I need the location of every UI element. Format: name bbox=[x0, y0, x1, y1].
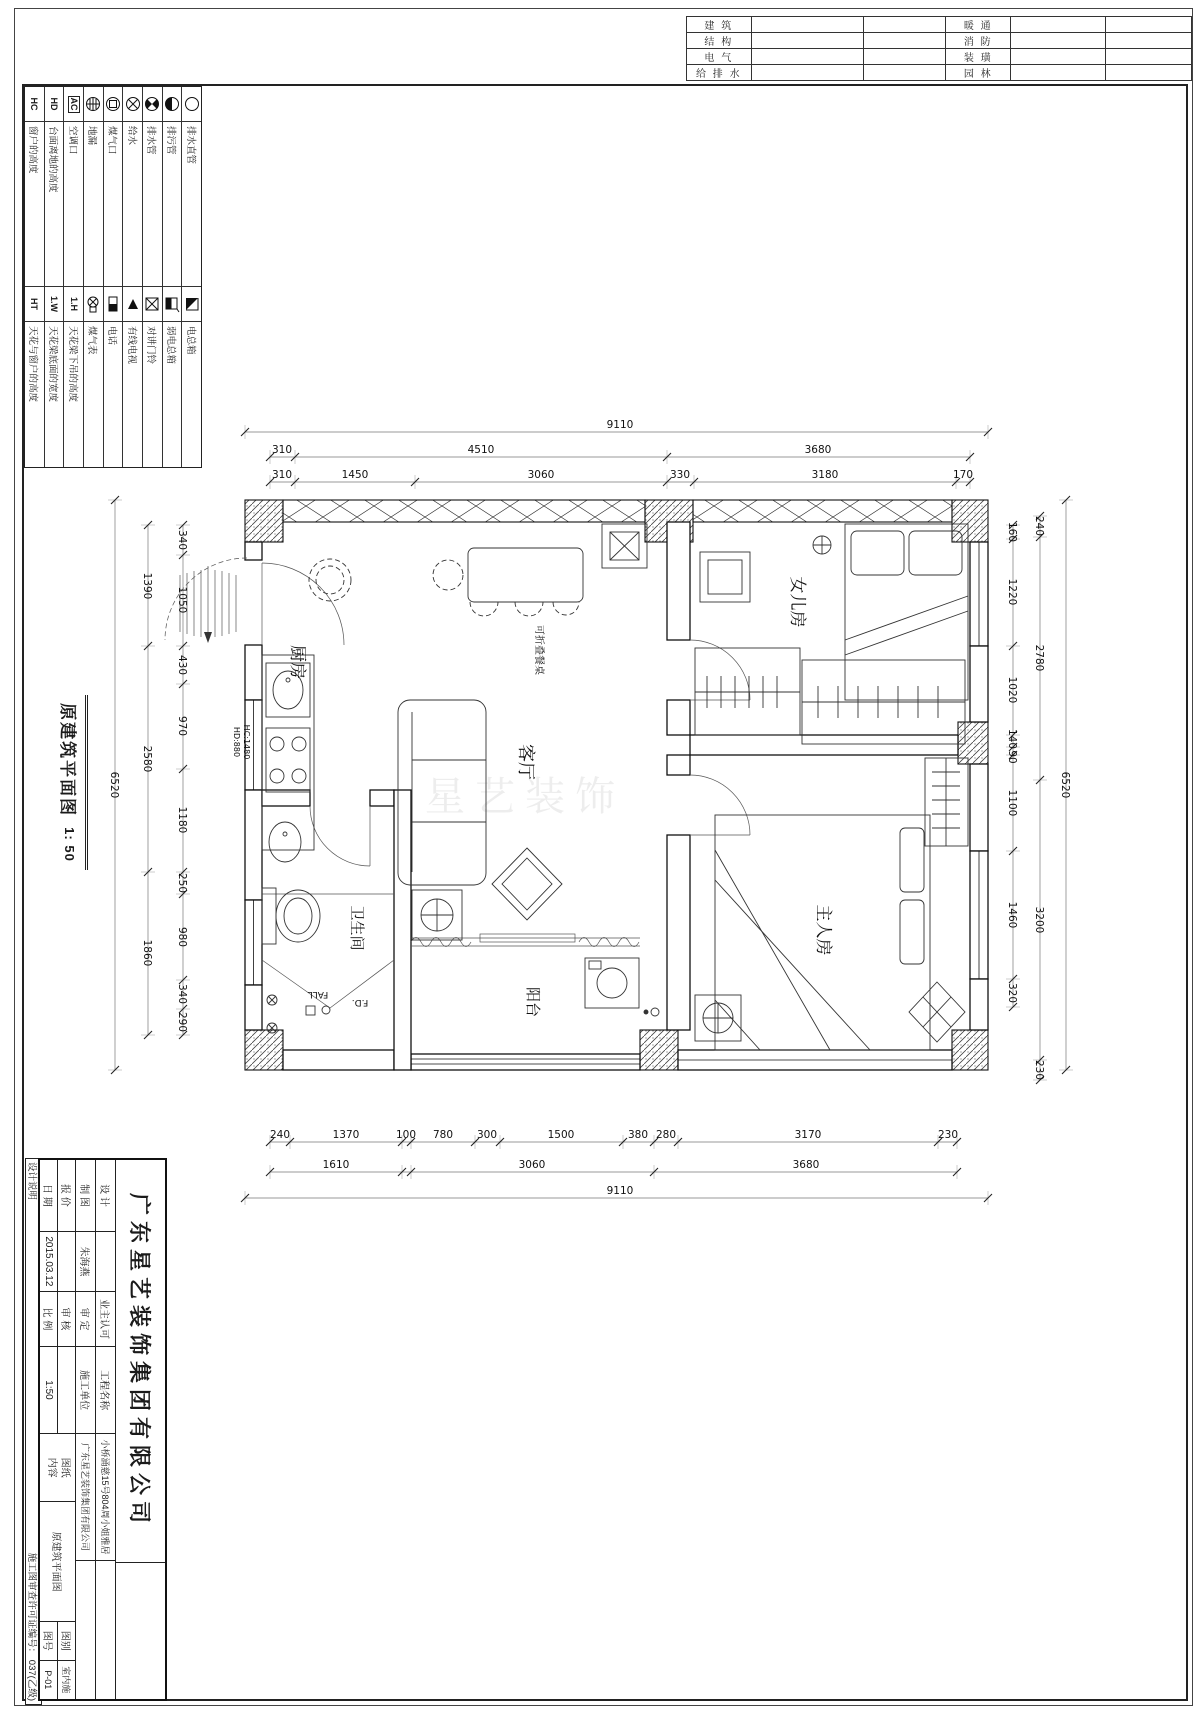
sheet-content-label-cell bbox=[40, 1434, 75, 1502]
dim-label: 290 bbox=[176, 1011, 188, 1033]
legend-label: 有线电视 bbox=[125, 326, 137, 365]
spacer-cell bbox=[1106, 65, 1191, 80]
dim-label: 250 bbox=[176, 872, 188, 894]
field-label: 审 核 bbox=[58, 1292, 75, 1347]
gas-meter-icon bbox=[84, 287, 103, 322]
plan-note: FALL bbox=[307, 989, 329, 999]
sheet-content-value: 原建筑平面图 bbox=[40, 1502, 75, 1622]
low-voltage-box-icon bbox=[163, 287, 182, 322]
project-name: 小桥涌慈15号804周小姐雅居 bbox=[96, 1434, 115, 1561]
discipline-label: 建 筑 bbox=[687, 17, 752, 32]
watermark-placeholder: 星艺装饰 bbox=[425, 774, 625, 820]
room-label: 阳台 bbox=[524, 986, 542, 1018]
dim-label: 4510 bbox=[467, 444, 495, 456]
discipline-label: 给 排 水 bbox=[687, 65, 752, 80]
room-label: 主人房 bbox=[813, 904, 833, 956]
dim-label: 230 bbox=[937, 1129, 959, 1141]
legend-label: 天花与窗户的高度 bbox=[27, 326, 39, 403]
gas-port-icon bbox=[104, 87, 123, 122]
ac-vent-code: AC bbox=[64, 87, 83, 122]
drain-pipe-icon bbox=[143, 87, 162, 122]
blank-cell bbox=[96, 1561, 115, 1699]
water-supply-icon bbox=[123, 87, 142, 122]
table-row bbox=[687, 48, 1191, 64]
room-label: 卫生间 bbox=[348, 905, 366, 951]
plan-note: HD:880 bbox=[232, 726, 241, 758]
dim-label: 2780 bbox=[1033, 644, 1045, 672]
sewage-pipe-icon bbox=[163, 87, 182, 122]
dim-label: 6520 bbox=[108, 771, 120, 799]
dim-label: 320 bbox=[1006, 982, 1018, 1004]
legend-label: 给水 bbox=[123, 122, 142, 287]
field-label: 制 图 bbox=[76, 1160, 95, 1232]
sheet-number-value: P-01 bbox=[43, 1670, 54, 1690]
field-value bbox=[58, 1232, 75, 1292]
field-label: 日 期 bbox=[40, 1160, 57, 1232]
legend-label: 地漏 bbox=[84, 122, 103, 287]
legend-label: 电话 bbox=[105, 326, 117, 346]
floor-drain-icon bbox=[84, 87, 103, 122]
dim-label: 280 bbox=[655, 1129, 677, 1141]
category-label: 图别 bbox=[58, 1622, 75, 1661]
field-label: 工程名称 bbox=[96, 1347, 115, 1434]
dim-label: 1370 bbox=[332, 1129, 360, 1141]
legend-label: 煤气表 bbox=[86, 326, 98, 355]
field-label: 施工单位 bbox=[76, 1347, 95, 1434]
legend-row bbox=[45, 87, 65, 467]
dim-label: 240 bbox=[1033, 515, 1045, 537]
label-columns bbox=[40, 1160, 75, 1347]
discipline-value bbox=[1011, 65, 1105, 80]
dim-label: 330 bbox=[669, 469, 691, 481]
plan-title bbox=[55, 695, 88, 870]
field-value bbox=[96, 1232, 115, 1292]
discipline-value bbox=[1011, 33, 1105, 48]
dim-label: 1220 bbox=[1006, 578, 1018, 606]
spacer-cell bbox=[1106, 17, 1191, 32]
spacer-cell bbox=[1106, 49, 1191, 64]
title-block bbox=[38, 1158, 167, 1701]
dim-label: 3180 bbox=[811, 469, 839, 481]
dim-label: 1390 bbox=[141, 572, 153, 600]
design-notes-label: 设计说明 bbox=[26, 1162, 38, 1201]
dim-label: 1610 bbox=[322, 1159, 350, 1171]
plan-note: F.D. bbox=[351, 997, 369, 1007]
legend-label: 电总箱 bbox=[184, 326, 196, 355]
spacer-cell bbox=[864, 33, 947, 48]
spacer-cell bbox=[864, 65, 947, 80]
room-label: 女儿房 bbox=[787, 576, 807, 628]
dim-label: 230 bbox=[1033, 1059, 1045, 1081]
company-row bbox=[115, 1160, 165, 1699]
dim-label: 300 bbox=[476, 1129, 498, 1141]
sheet-number-label: 图号 bbox=[40, 1622, 57, 1661]
room-label: 客厅 bbox=[515, 744, 536, 780]
discipline-value bbox=[752, 33, 864, 48]
discipline-table bbox=[686, 16, 1192, 81]
legend-label: 对讲门铃 bbox=[145, 326, 157, 365]
plan-note: HC:1480 bbox=[242, 724, 251, 760]
legend-label: 天花梁底面的宽度 bbox=[46, 326, 58, 403]
room-label: 可折叠餐桌 bbox=[533, 625, 544, 675]
dim-label: 430 bbox=[176, 654, 188, 676]
discipline-label: 暖 通 bbox=[946, 17, 1011, 32]
dim-label: 3060 bbox=[518, 1159, 546, 1171]
window-height-code: HC bbox=[25, 87, 44, 122]
discipline-value bbox=[752, 49, 864, 64]
table-row-group bbox=[40, 1160, 75, 1699]
legend-label: 排污管 bbox=[163, 122, 182, 287]
dim-label: 3170 bbox=[794, 1129, 822, 1141]
legend-label: 煤气口 bbox=[104, 122, 123, 287]
dim-label: 1860 bbox=[141, 939, 153, 967]
dim-label: 9110 bbox=[606, 1185, 634, 1197]
field-label: 审 定 bbox=[76, 1292, 95, 1347]
sheet-id-cells bbox=[40, 1622, 75, 1699]
discipline-value bbox=[1011, 17, 1105, 32]
dim-label: 310 bbox=[271, 444, 293, 456]
counter-height-code: HD bbox=[45, 87, 64, 122]
legend-row bbox=[64, 87, 84, 467]
discipline-label: 装 璜 bbox=[946, 49, 1011, 64]
room-label: 厨房 bbox=[287, 645, 307, 679]
discipline-value bbox=[1011, 49, 1105, 64]
dim-label: 980 bbox=[176, 926, 188, 948]
scale-column bbox=[40, 1347, 75, 1434]
company-name: 广东星艺装饰集团有限公司 bbox=[116, 1160, 165, 1563]
legend-label: 空调口 bbox=[64, 122, 83, 287]
dim-label: 3200 bbox=[1033, 906, 1045, 934]
floor-plan bbox=[100, 395, 1100, 1225]
field-label: 报 价 bbox=[58, 1160, 75, 1232]
plan-scale: 1: 50 bbox=[62, 827, 78, 862]
legend-label: 排水直管 bbox=[182, 122, 201, 287]
cable-tv-icon bbox=[123, 287, 142, 322]
power-box-icon bbox=[182, 287, 201, 322]
dim-label: 970 bbox=[176, 715, 188, 737]
dim-label: 310 bbox=[271, 469, 293, 481]
beam-width-code: 1.W bbox=[45, 287, 64, 322]
plan-title-text: 原建筑平面图 bbox=[58, 703, 78, 818]
intercom-doorbell-icon bbox=[143, 287, 162, 322]
legend-label: 弱电总箱 bbox=[165, 326, 176, 365]
dim-label: 1180 bbox=[176, 806, 188, 834]
category-value: 室内施 bbox=[61, 1666, 71, 1694]
dim-label: 240 bbox=[269, 1129, 291, 1141]
dim-label: 100 bbox=[395, 1129, 417, 1141]
discipline-label: 结 构 bbox=[687, 33, 752, 48]
spacer-cell bbox=[1106, 33, 1191, 48]
blank-cell bbox=[76, 1561, 95, 1699]
dim-label: 780 bbox=[432, 1129, 454, 1141]
dim-label: 1050 bbox=[176, 586, 188, 614]
license-number: 施工图审查许可证编号： 037(乙级) bbox=[26, 1552, 38, 1701]
spacer-cell bbox=[864, 17, 947, 32]
dim-label: 140 bbox=[1006, 728, 1018, 750]
field-label: 比 例 bbox=[40, 1292, 57, 1347]
legend-label: 天花梁下吊的高度 bbox=[66, 326, 78, 403]
dim-label: 170 bbox=[952, 469, 974, 481]
legend-row bbox=[25, 87, 45, 467]
blank-cell bbox=[116, 1563, 165, 1699]
beam-drop-code: 1.H bbox=[64, 287, 83, 322]
dim-label: 340 bbox=[176, 529, 188, 551]
discipline-label: 园 林 bbox=[946, 65, 1011, 80]
dim-label: 2580 bbox=[141, 745, 153, 773]
dim-label: 6520 bbox=[1059, 771, 1071, 799]
dim-label: 1020 bbox=[1006, 676, 1018, 704]
telephone-icon bbox=[104, 287, 123, 322]
dim-label: 90 bbox=[1006, 750, 1018, 764]
dim-label: 1460 bbox=[1006, 901, 1018, 929]
dim-label: 1450 bbox=[341, 469, 369, 481]
legend-label: 排水管 bbox=[143, 122, 162, 287]
discipline-value bbox=[752, 65, 864, 80]
table-row bbox=[687, 64, 1191, 80]
table-row bbox=[687, 32, 1191, 48]
dim-label: 9110 bbox=[606, 419, 634, 431]
dim-label: 340 bbox=[176, 983, 188, 1005]
discipline-label: 电 气 bbox=[687, 49, 752, 64]
table-row bbox=[95, 1160, 115, 1699]
field-label: 设 计 bbox=[96, 1160, 115, 1232]
dim-label: 160 bbox=[1006, 521, 1018, 543]
discipline-value bbox=[752, 17, 864, 32]
legend-label: 窗户的高度 bbox=[25, 122, 44, 287]
ceiling-window-code: HT bbox=[25, 287, 44, 322]
vertical-drain-pipe-icon bbox=[182, 87, 201, 122]
dim-label: 3680 bbox=[804, 444, 832, 456]
discipline-label: 消 防 bbox=[946, 33, 1011, 48]
table-row bbox=[75, 1160, 95, 1699]
contractor-name: 广东星艺装饰集团有限公司 bbox=[76, 1434, 95, 1561]
table-row bbox=[687, 17, 1191, 32]
dim-label: 380 bbox=[627, 1129, 649, 1141]
drafter-name: 朱海燕 bbox=[76, 1232, 95, 1292]
scale-value: 1:50 bbox=[43, 1380, 54, 1400]
blank-cell bbox=[57, 1347, 75, 1433]
date-value: 2015.03.12 bbox=[40, 1232, 57, 1292]
dim-label: 1100 bbox=[1006, 789, 1018, 817]
sheet-content-label: 图纸内容 bbox=[46, 1457, 70, 1478]
legend-label: 台面离地的高度 bbox=[45, 122, 64, 287]
spacer-cell bbox=[864, 49, 947, 64]
field-label: 业主认可 bbox=[96, 1292, 115, 1347]
dim-label: 3060 bbox=[527, 469, 555, 481]
dim-label: 3680 bbox=[792, 1159, 820, 1171]
dim-label: 1500 bbox=[547, 1129, 575, 1141]
